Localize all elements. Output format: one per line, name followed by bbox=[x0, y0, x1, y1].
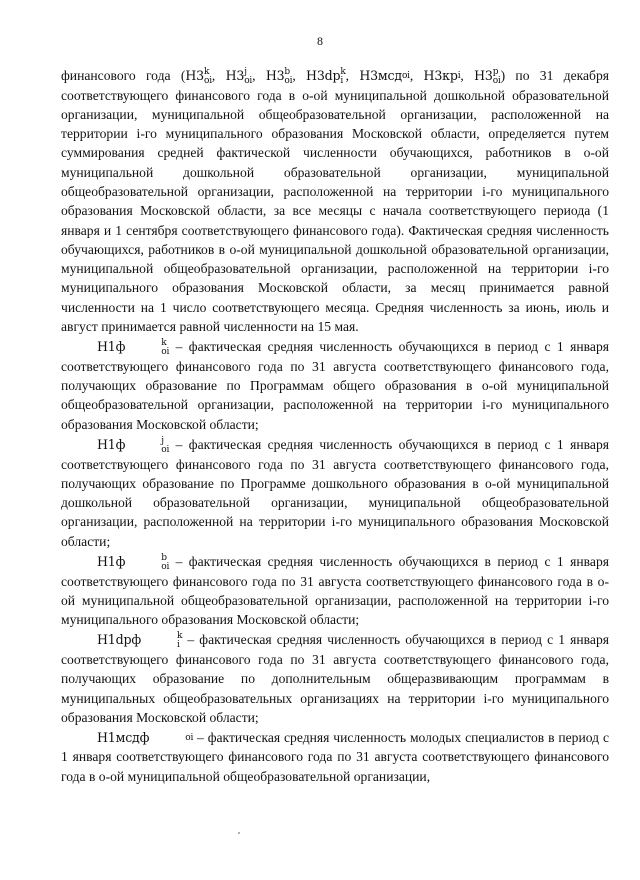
definition-text: – фактическая средняя численность обучающихся в период с 1 января соответствующего финансового года по 31 августа соответствующего финансового года в о-ой муниципальной общеобразовательной организации, расположенной на территории i-го муниципального образования Московской области; bbox=[61, 554, 609, 628]
definition-paragraph bbox=[61, 728, 609, 786]
intro-start: финансового года ( bbox=[61, 68, 186, 83]
scan-speck bbox=[238, 832, 240, 834]
page-number: 8 bbox=[317, 34, 323, 48]
definition-text: – фактическая средняя численность обучающихся в период с 1 января соответствующего финансового года по 31 августа соответствующего финансового года, получающих образование по Программе дошкольного образования в о-ой муниципальной дошкольной образовательной организации, муниципальной общеобразовательной организации, расположенной на территории i-го муниципального образования Московской области; bbox=[61, 437, 609, 549]
definition-paragraph bbox=[61, 630, 609, 727]
definition-symbol: Н1dpф k i bbox=[97, 630, 183, 650]
definition-symbol: Н1мсдф oi bbox=[97, 730, 194, 746]
norm-formula-t2: Н3 b oi bbox=[265, 66, 293, 86]
definition-text: – фактическая средняя численность обучающихся в период с 1 января соответствующего финансового года по 31 августа соответствующего финансового года, получающих образование по дополнительным общеразвивающим программам в муниципальных общеобразовательных организациях на территории i-го муниципального образования Московской области; bbox=[61, 632, 609, 725]
norm-formula-t6: Н3 p oi bbox=[474, 66, 501, 86]
norm-formula-t4: Н3мсд oi bbox=[359, 68, 410, 83]
definition-text: – фактическая средняя численность молодых специалистов в период с 1 января соответствующего финансового года по 31 августа соответствующего финансового года в о-ой муниципальной общеобразовательной организации, bbox=[61, 730, 609, 784]
intro-paragraph: финансового года (Н3 k oi , Н3 j oi , Н3 b oi , Н3dp k i , Н3мсд oi , Н3кр i , Н3 p oi ) по 31 декабря соответствующего финансового года в о-ой муниципальной дошкольной образовательной организации, муниципальной общеобразовательной организации, расположенной на территории i-го муниципального образования Московской области, определяется путем суммирования средней фактической численности обучающихся, работников в о-ой муниципальной дошкольной образовательной организации, муниципальной общеобразовательной организации, расположенной на территории i-го муниципального образования Московской области, за все месяцы с начала соответствующего периода (1 января и 1 сентября соответствующего финансового года). Фактическая средняя численность обучающихся, работников в о-ой муниципальной дошкольной образовательной организации, муниципальной общеобразовательной организации, расположенной на территории i-го муниципального образования Московской области, за месяц принимается равной численности на 1 число соответствующего месяца. Средняя численность за июнь, июль и август принимается равной численности на 15 мая. bbox=[61, 66, 610, 335]
document-body bbox=[61, 66, 609, 786]
norm-formula-t1: Н3 j oi bbox=[225, 66, 253, 86]
definition-paragraph bbox=[61, 552, 609, 629]
intro-rest: ) по 31 декабря соответствующего финансового года в о-ой муниципальной дошкольной образовательной организации, муниципальной общеобразовательной организации, расположенной на территории i-го муниципального образования Московской области, определяется путем суммирования средней фактической численности обучающихся, работников в о-ой муниципальной дошкольной образовательной организации, муниципальной общеобразовательной организации, расположенной на территории i-го муниципального образования Московской области, за все месяцы с начала соответствующего периода (1 января и 1 сентября соответствующего финансового года). Фактическая средняя численность обучающихся, работников в о-ой муниципальной дошкольной образовательной организации, муниципальной общеобразовательной организации, расположенной на территории i-го муниципального образования Московской области, за месяц принимается равной численности на 1 число соответствующего месяца. Средняя численность за июнь, июль и август принимается равной численности на 15 мая. bbox=[61, 68, 610, 335]
definition-symbol: Н1ф j oi bbox=[97, 435, 170, 455]
norm-formula-t0: Н3 k oi bbox=[185, 66, 212, 86]
definition-paragraph bbox=[61, 435, 609, 551]
definition-symbol: Н1ф b oi bbox=[97, 552, 170, 572]
definition-symbol: Н1ф k oi bbox=[97, 337, 170, 357]
definition-text: – фактическая средняя численность обучающихся в период с 1 января соответствующего финансового года по 31 августа соответствующего финансового года, получающих образование по Программам общего образования в о-ой муниципальной общеобразовательной организации, расположенной на территории i-го муниципального образования Московской области; bbox=[61, 339, 609, 432]
norm-formula-t5: Н3кр i bbox=[423, 68, 461, 83]
norm-formula-t3: Н3dp k i bbox=[306, 66, 346, 86]
definition-paragraph bbox=[61, 337, 609, 434]
